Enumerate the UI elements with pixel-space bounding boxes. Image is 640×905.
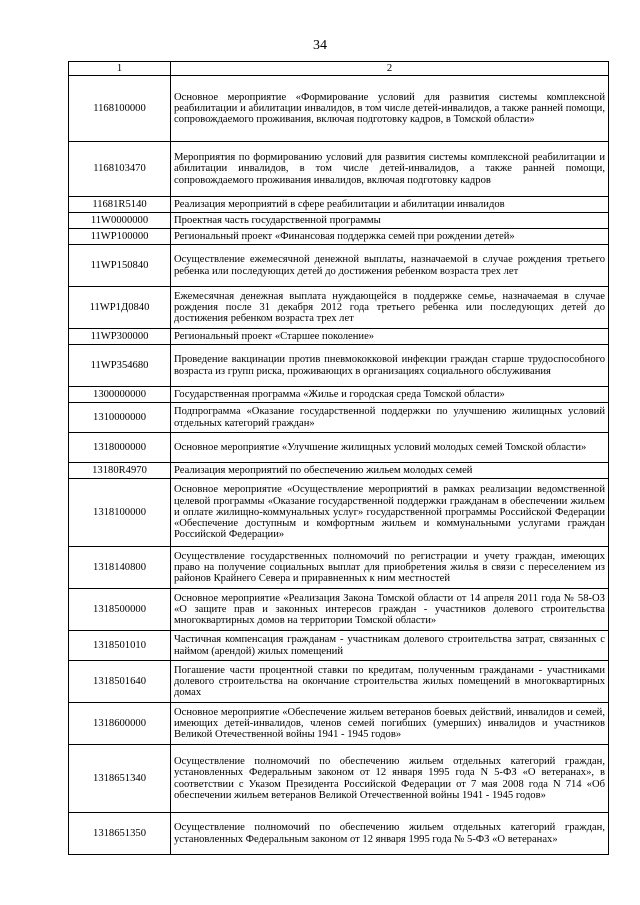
table-row (69, 661, 609, 703)
row-description: Осуществление полномочий по обеспечению жильем отдельных категорий граждан, установленных Федеральным законом от 12 января 1995 года № 5-ФЗ «О ветеранах» (171, 813, 609, 855)
table-row (69, 345, 609, 387)
row-code: 1318501010 (69, 631, 171, 661)
row-description: Подпрограмма «Оказание государственной поддержки по улучшению жилищных условий отдельных категорий граждан» (171, 403, 609, 433)
row-description: Осуществление ежемесячной денежной выплаты, назначаемой в случае рождения третьего ребенка или последующих детей до достижения ребенком возраста трех лет (171, 245, 609, 287)
row-description: Основное мероприятие «Реализация Закона Томской области от 14 апреля 2011 года № 58-ОЗ «О защите прав и законных интересов граждан - участников долевого строительства многоквартирных домов на территории Томской области» (171, 589, 609, 631)
row-description: Региональный проект «Финансовая поддержка семей при рождении детей» (171, 229, 609, 245)
row-description: Частичная компенсация гражданам - участникам долевого строительства затрат, связанных с наймом (арендой) жилых помещений (171, 631, 609, 661)
table-row (69, 245, 609, 287)
row-description: Основное мероприятие «Осуществление мероприятий в рамках реализации ведомственной целевой программы «Оказание государственной поддержки гражданам в обеспечении жильем и оплате жилищно-коммунальных услуг» государственной программы Российской Федерации «Обеспечение доступным и комфортным жильем и коммунальными услугами граждан Российской Федерации» (171, 479, 609, 547)
table-row (69, 703, 609, 745)
row-description: Региональный проект «Старшее поколение» (171, 329, 609, 345)
table-row (69, 479, 609, 547)
row-description: Осуществление полномочий по обеспечению жильем отдельных категорий граждан, установленных Федеральным законом от 12 января 1995 года N 5-ФЗ «О ветеранах», в соответствии с Указом Президента Российской Федерации от 7 мая 2008 года N 714 «Об обеспечении жильем ветеранов Великой Отечественной войны 1941 - 1945 годов» (171, 745, 609, 813)
table-row (69, 142, 609, 197)
row-description: Мероприятия по формированию условий для развития системы комплексной реабилитации и абилитации инвалидов, в том числе детей-инвалидов, а также ранней помощи, сопровождаемого проживания инвалидов, включая подготовку кадров (171, 142, 609, 197)
row-description: Основное мероприятие «Формирование условий для развития системы комплексной реабилитации и абилитации инвалидов, в том числе детей-инвалидов, а также ранней помощи, сопровождаемого проживания, включая подготовку кадров, в Томской области» (171, 76, 609, 142)
row-code: 11WP300000 (69, 329, 171, 345)
row-code: 1318651340 (69, 745, 171, 813)
row-description: Погашение части процентной ставки по кредитам, полученным гражданами - участниками долевого строительства на окончание строительства жилых помещений в многоквартирных домах (171, 661, 609, 703)
row-description: Реализация мероприятий по обеспечению жильем молодых семей (171, 463, 609, 479)
table-row (69, 229, 609, 245)
row-code: 1318500000 (69, 589, 171, 631)
row-description: Реализация мероприятий в сфере реабилитации и абилитации инвалидов (171, 197, 609, 213)
table-row (69, 589, 609, 631)
row-description: Основное мероприятие «Обеспечение жильем ветеранов боевых действий, инвалидов и семей, имеющих детей-инвалидов, членов семей погибших (умерших) инвалидов и участников Великой Отечественной войны 1941 - 1945 годов» (171, 703, 609, 745)
table-row (69, 745, 609, 813)
row-code: 1168100000 (69, 76, 171, 142)
table-row (69, 76, 609, 142)
row-code: 1318100000 (69, 479, 171, 547)
row-description: Государственная программа «Жилье и городская среда Томской области» (171, 387, 609, 403)
row-code: 1318501640 (69, 661, 171, 703)
row-code: 1318140800 (69, 547, 171, 589)
table-row (69, 329, 609, 345)
row-code: 1318600000 (69, 703, 171, 745)
table-row (69, 547, 609, 589)
row-code: 1300000000 (69, 387, 171, 403)
row-description: Осуществление государственных полномочий по регистрации и учету граждан, имеющих право на получение социальных выплат для приобретения жилья в связи с переселением из районов Крайнего Севера и приравненных к ним местностей (171, 547, 609, 589)
row-code: 11681R5140 (69, 197, 171, 213)
row-code: 11W0000000 (69, 213, 171, 229)
row-description: Ежемесячная денежная выплата нуждающейся в поддержке семье, назначаемая в случае рождения после 31 декабря 2012 года третьего ребенка или последующих детей до достижения ребенком возраста трех лет (171, 287, 609, 329)
row-description: Основное мероприятие «Улучшение жилищных условий молодых семей Томской области» (171, 433, 609, 463)
table-row (69, 403, 609, 433)
row-code: 13180R4970 (69, 463, 171, 479)
table-header-row (69, 62, 609, 76)
row-description: Проведение вакцинации против пневмококковой инфекции граждан старше трудоспособного возраста из групп риска, проживающих в организациях социального обслуживания (171, 345, 609, 387)
table-row (69, 813, 609, 855)
row-code: 1310000000 (69, 403, 171, 433)
column-header-description: 2 (171, 62, 609, 76)
table-row (69, 213, 609, 229)
page-number: 34 (313, 38, 327, 53)
table-row (69, 387, 609, 403)
table-row (69, 197, 609, 213)
row-code: 11WP1Д0840 (69, 287, 171, 329)
row-description: Проектная часть государственной программы (171, 213, 609, 229)
row-code: 11WP354680 (69, 345, 171, 387)
row-code: 11WP150840 (69, 245, 171, 287)
table-row (69, 433, 609, 463)
row-code: 1318651350 (69, 813, 171, 855)
column-header-code: 1 (69, 62, 171, 76)
table-row (69, 287, 609, 329)
budget-classification-table (68, 61, 609, 855)
table-row (69, 631, 609, 661)
table-row (69, 463, 609, 479)
row-code: 11WP100000 (69, 229, 171, 245)
row-code: 1318000000 (69, 433, 171, 463)
row-code: 1168103470 (69, 142, 171, 197)
